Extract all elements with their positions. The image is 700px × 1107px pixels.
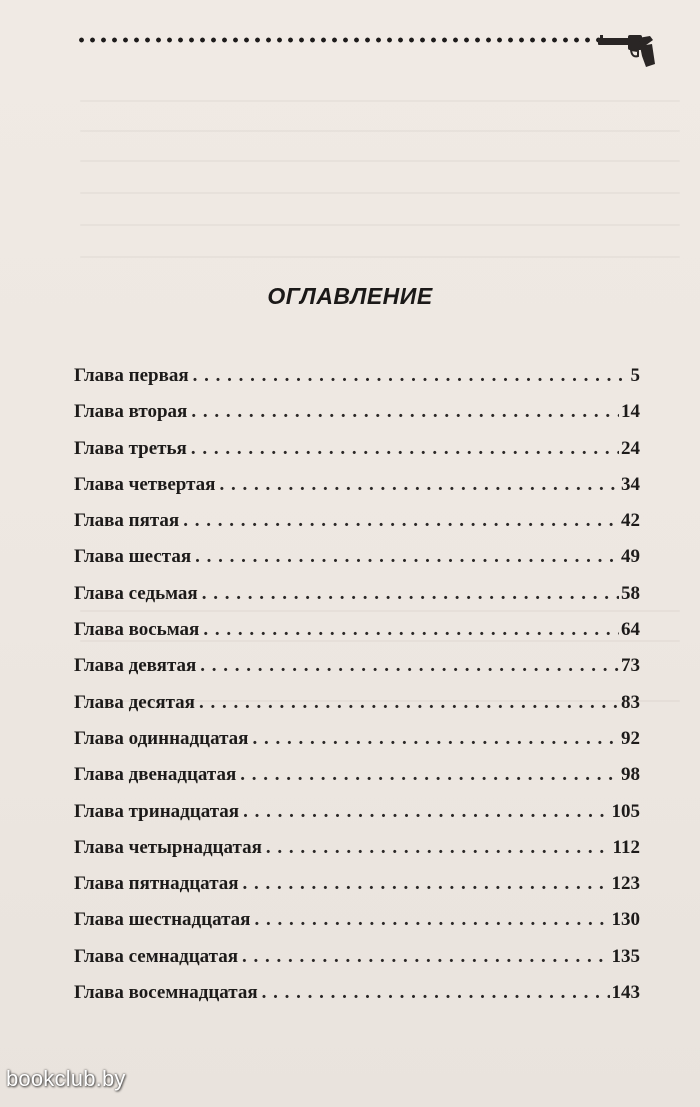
toc-entry-page: 73 xyxy=(621,655,640,677)
toc-dot-leader xyxy=(191,438,619,460)
toc-entry xyxy=(74,401,640,437)
toc-entry-title: Глава десятая xyxy=(74,691,195,713)
toc-entry xyxy=(74,692,640,728)
toc-dot-leader xyxy=(199,692,619,714)
toc-entry xyxy=(74,909,640,945)
toc-entry-page: 49 xyxy=(621,546,640,568)
toc-dot-leader xyxy=(243,801,609,823)
toc-entry xyxy=(74,873,640,909)
toc-entry-page: 34 xyxy=(621,473,640,495)
toc-entry xyxy=(74,619,640,655)
toc-entry xyxy=(74,510,640,546)
toc-entry-title: Глава семнадцатая xyxy=(74,945,239,967)
toc-entry-title: Глава шестнадцатая xyxy=(74,909,251,931)
toc-entry-page: 5 xyxy=(630,365,640,386)
toc-entry-page: 58 xyxy=(621,582,640,604)
toc-entry-title: Глава четвертая xyxy=(74,473,216,495)
toc-dot-leader xyxy=(254,909,609,931)
toc-entry-page: 130 xyxy=(611,909,640,931)
toc-entry-title: Глава тринадцатая xyxy=(74,800,240,822)
toc-dot-leader xyxy=(266,837,611,859)
toc-entry xyxy=(74,764,640,800)
bleed-through-line xyxy=(80,192,680,194)
toc-entry-title: Глава восемнадцатая xyxy=(74,982,258,1004)
toc-entry xyxy=(74,438,640,474)
toc-entry-title: Глава девятая xyxy=(74,655,197,677)
toc-entry-title: Глава четырнадцатая xyxy=(74,836,262,858)
toc-entry-page: 105 xyxy=(611,800,640,822)
toc-dot-leader xyxy=(252,728,619,750)
toc-dot-leader xyxy=(219,474,619,496)
toc-entry xyxy=(74,801,640,837)
toc-entry-page: 143 xyxy=(611,982,640,1004)
toc-dot-leader xyxy=(262,982,610,1004)
toc-entry-page: 64 xyxy=(621,619,640,641)
header-dotted-rule xyxy=(76,37,604,43)
toc-entry xyxy=(74,728,640,764)
toc-dot-leader xyxy=(243,873,610,895)
toc-entry-title: Глава пятнадцатая xyxy=(74,873,239,895)
bleed-through-line xyxy=(80,100,680,102)
toc-entry-title: Глава восьмая xyxy=(74,619,200,641)
toc-entry xyxy=(74,982,640,1018)
toc-dot-leader xyxy=(195,546,619,568)
revolver-icon xyxy=(598,30,656,70)
bleed-through-line xyxy=(80,160,680,162)
toc-entry-page: 83 xyxy=(621,691,640,713)
toc-dot-leader xyxy=(200,655,619,677)
page-title: ОГЛАВЛЕНИЕ xyxy=(267,283,433,309)
toc-entry xyxy=(74,837,640,873)
toc-dot-leader xyxy=(193,365,629,387)
toc-dot-leader xyxy=(242,946,609,968)
toc-dot-leader xyxy=(202,583,619,605)
toc-entry xyxy=(74,583,640,619)
toc-entry xyxy=(74,655,640,691)
toc-entry xyxy=(74,474,640,510)
toc-dot-leader xyxy=(183,510,619,532)
toc-entry-page: 98 xyxy=(621,764,640,786)
toc-entry-page: 112 xyxy=(612,836,640,858)
toc-entry-title: Глава третья xyxy=(74,437,187,459)
toc-entry-title: Глава шестая xyxy=(74,546,192,568)
toc-entry-title: Глава первая xyxy=(74,365,189,386)
bleed-through-line xyxy=(80,224,680,226)
toc-entry-title: Глава вторая xyxy=(74,401,188,423)
site-watermark: bookclub.by xyxy=(6,1066,126,1091)
toc-entry-title: Глава одиннадцатая xyxy=(74,727,249,749)
bleed-through-line xyxy=(80,130,680,132)
toc-entry-title: Глава пятая xyxy=(74,510,180,532)
toc-dot-leader xyxy=(191,401,619,423)
toc-dot-leader xyxy=(240,764,619,786)
toc-entry-title: Глава седьмая xyxy=(74,582,198,604)
bleed-through-line xyxy=(80,256,680,258)
toc-entry xyxy=(74,365,640,401)
table-of-contents xyxy=(74,365,640,1018)
toc-entry-page: 135 xyxy=(611,945,640,967)
toc-entry-page: 24 xyxy=(621,437,640,459)
toc-entry-page: 92 xyxy=(621,727,640,749)
toc-entry xyxy=(74,546,640,582)
toc-entry-page: 123 xyxy=(611,873,640,895)
toc-entry-page: 14 xyxy=(621,401,640,423)
toc-dot-leader xyxy=(203,619,619,641)
toc-entry-page: 42 xyxy=(621,510,640,532)
toc-entry-title: Глава двенадцатая xyxy=(74,764,237,786)
toc-entry xyxy=(74,946,640,982)
